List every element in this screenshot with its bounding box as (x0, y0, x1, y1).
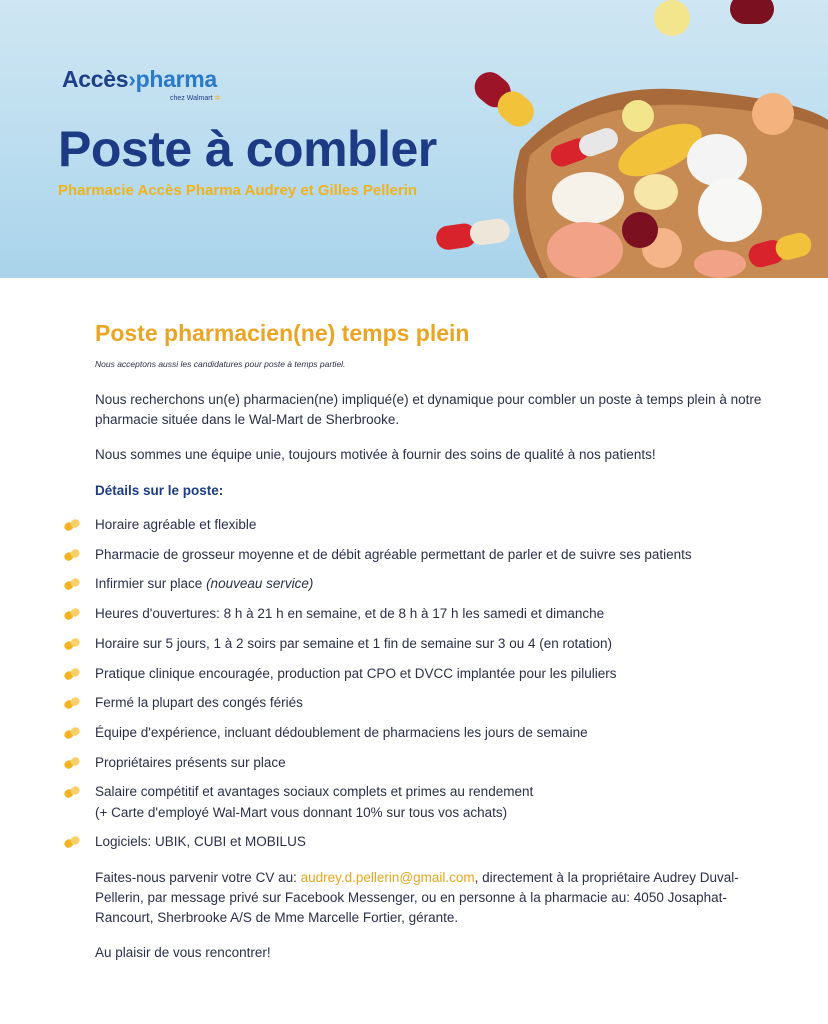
pill-bullet-icon (63, 756, 81, 770)
list-item (95, 752, 785, 773)
list-item (95, 831, 785, 852)
contact-prefix: Faites-nous parvenir votre CV au: (95, 870, 301, 885)
pill-bullet-icon (63, 548, 81, 562)
list-item (95, 692, 785, 713)
walmart-spark-icon: ✲ (214, 95, 221, 102)
pill-bullet-icon (63, 577, 81, 591)
item-text: Propriétaires présents sur place (95, 755, 286, 770)
item-text-line2: (+ Carte d'employé Wal-Mart vous donnant 10% sur tous vos achats) (95, 805, 508, 820)
item-text: Infirmier sur place (95, 576, 203, 591)
team-paragraph: Nous sommes une équipe unie, toujours motivée à fournir des soins de qualité à nos patients! (95, 447, 656, 462)
item-text: Salaire compétitif et avantages sociaux complets et primes au rendement (95, 784, 534, 799)
item-text: Logiciels: UBIK, CUBI et MOBILUS (95, 834, 306, 849)
list-item (95, 781, 785, 823)
pills-bowl-image (430, 0, 828, 278)
list-item (95, 573, 785, 594)
brand-logo (62, 66, 221, 102)
pill-bullet-icon (63, 785, 81, 799)
pill-bullet-icon (63, 518, 81, 532)
item-text: Pharmacie de grosseur moyenne et de débit agréable permettant de parler et de suivre ses patients (95, 547, 692, 562)
item-text: Heures d'ouvertures: 8 h à 21 h en semaine, et de 8 h à 17 h les samedi et dimanche (95, 606, 605, 621)
closing-text: Au plaisir de vous rencontrer! (95, 945, 271, 960)
logo-chevron-icon: › (128, 66, 136, 92)
pill-bullet-icon (63, 667, 81, 681)
pill-bullet-icon (63, 637, 81, 651)
contact-paragraph (95, 868, 775, 928)
item-text: Pratique clinique encouragée, production pat CPO et DVCC implantée pour les piluliers (95, 666, 617, 681)
job-title: Poste pharmacien(ne) temps plein (95, 320, 470, 346)
item-text: Fermé la plupart des congés fériés (95, 695, 303, 710)
logo-subtext: chez Walmart (170, 95, 213, 102)
details-heading: Détails sur le poste: (95, 483, 224, 498)
list-item (95, 603, 785, 624)
list-item (95, 663, 785, 684)
item-text: Horaire agréable et flexible (95, 517, 257, 532)
logo-text-pharma: pharma (135, 66, 217, 92)
contact-suffix: , directement à la propriétaire Audrey Duval-Pellerin, par message privé sur Facebook Messenger, ou en personne à la pharmacie au: 4050 Josaphat-Rancourt, Sherbrooke A/S de Mme Marcelle Fortier, gérante. (95, 870, 739, 925)
pill-bullet-icon (63, 726, 81, 740)
list-item (95, 544, 785, 565)
list-item (95, 514, 785, 535)
list-item (95, 722, 785, 743)
logo-text-acces: Accès (62, 66, 129, 92)
item-text: Horaire sur 5 jours, 1 à 2 soirs par semaine et 1 fin de semaine sur 3 ou 4 (en rotation) (95, 636, 613, 651)
intro-paragraph: Nous recherchons un(e) pharmacien(ne) impliqué(e) et dynamique pour combler un poste à temps plein à notre pharmacie située dans le Wal-Mart de Sherbrooke. (95, 392, 762, 427)
email-link[interactable]: audrey.d.pellerin@gmail.com (300, 870, 475, 885)
item-extra: (nouveau service) (206, 576, 314, 591)
part-time-note: Nous acceptons aussi les candidatures pour poste à temps partiel. (95, 359, 346, 369)
pill-bullet-icon (63, 696, 81, 710)
item-text: Équipe d'expérience, incluant dédoublement de pharmaciens les jours de semaine (95, 725, 588, 740)
pill-bullet-icon (63, 607, 81, 621)
pharmacy-name: Pharmacie Accès Pharma Audrey et Gilles Pellerin (58, 182, 418, 199)
page-title: Poste à combler (58, 121, 437, 177)
header-banner (0, 0, 828, 278)
pill-bullet-icon (63, 835, 81, 849)
list-item (95, 633, 785, 654)
